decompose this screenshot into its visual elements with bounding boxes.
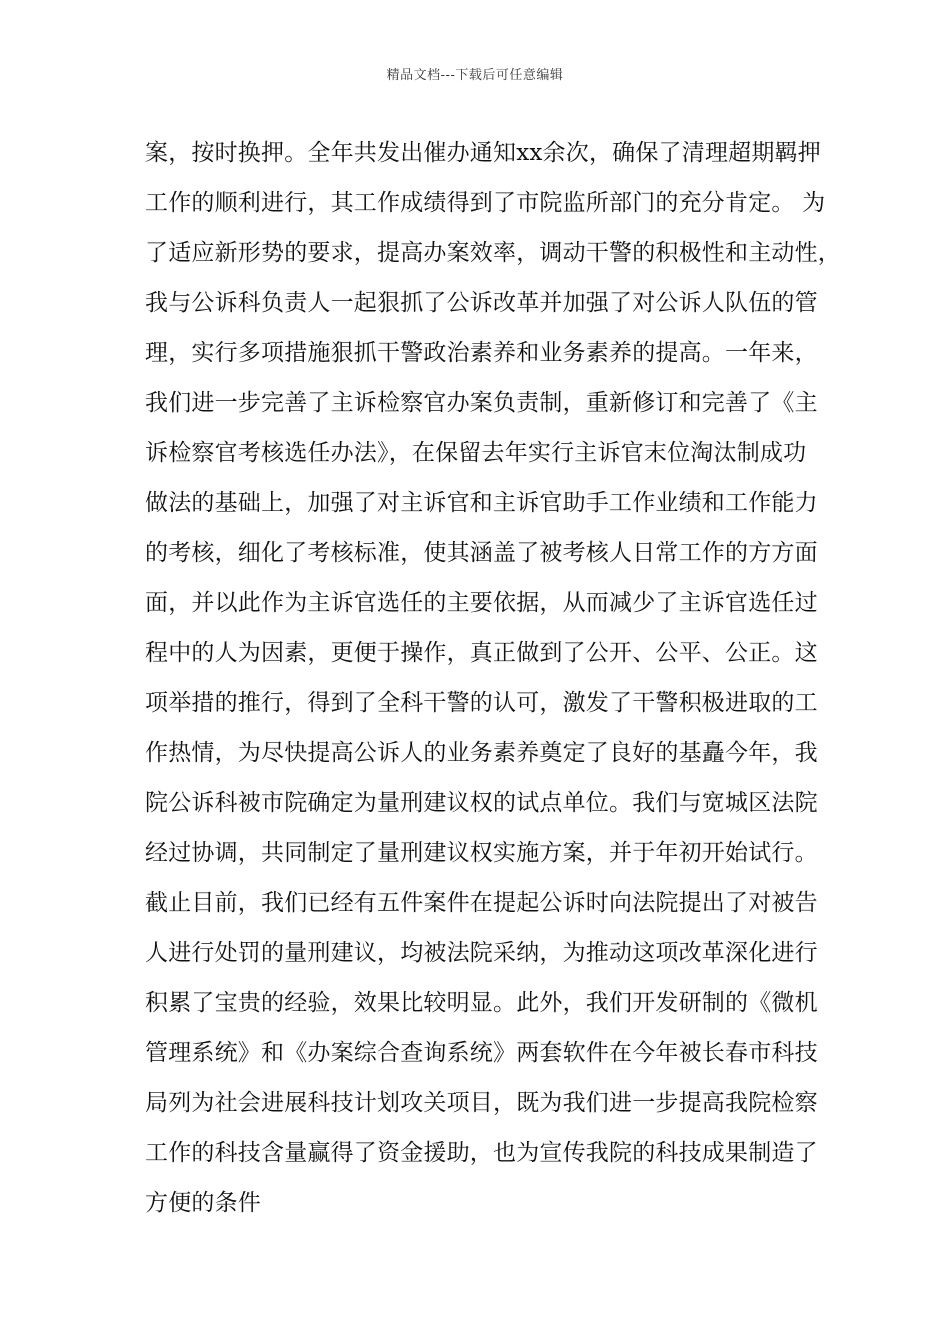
text-line: 面，并以此作为主诉官选任的主要依据，从而减少了主诉官选任过 xyxy=(145,590,818,616)
text-line: 经过协调，共同制定了量刑建议权实施方案，并于年初开始试行。 xyxy=(145,840,818,866)
text-line: 项举措的推行，得到了全科干警的认可，激发了干警积极进取的工 xyxy=(145,690,818,716)
text-line: 了适应新形势的要求，提高办案效率，调动干警的积极性和主动性， xyxy=(145,240,841,266)
text-line: 积累了宝贵的经验，效果比较明显。此外，我们开发研制的《微机 xyxy=(145,990,818,1016)
text-line: 我与公诉科负责人一起狠抓了公诉改革并加强了对公诉人队伍的管 xyxy=(145,290,818,316)
page-header: 精品文档---下载后可任意编辑 xyxy=(386,68,564,83)
text-line: 人进行处罚的量刑建议，均被法院采纳，为推动这项改革深化进行 xyxy=(145,940,818,966)
text-line: 作热情，为尽快提高公诉人的业务素养奠定了良好的基矗今年，我 xyxy=(145,740,818,766)
text-line: 的考核，细化了考核标准，使其涵盖了被考核人日常工作的方方面 xyxy=(145,540,818,566)
document-body xyxy=(145,128,841,1228)
text-line: 程中的人为因素，更便于操作，真正做到了公开、公平、公正。这 xyxy=(145,640,818,666)
text-line: 做法的基础上，加强了对主诉官和主诉官助手工作业绩和工作能力 xyxy=(145,490,818,516)
text-line: 管理系统》和《办案综合查询系统》两套软件在今年被长春市科技 xyxy=(145,1040,818,1066)
text-line: 诉检察官考核选任办法》，在保留去年实行主诉官末位淘汰制成功 xyxy=(145,440,807,466)
text-line: 方便的条件 xyxy=(145,1190,261,1216)
text-line: 我们进一步完善了主诉检察官办案负责制，重新修订和完善了《主 xyxy=(145,390,818,416)
text-line: 案，按时换押。全年共发出催办通知xx余次，确保了清理超期羁押 xyxy=(145,140,821,166)
text-line: 截止目前，我们已经有五件案件在提起公诉时向法院提出了对被告 xyxy=(145,890,818,916)
text-line: 理，实行多项措施狠抓干警政治素养和业务素养的提高。一年来， xyxy=(145,340,818,366)
text-line: 院公诉科被市院确定为量刑建议权的试点单位。我们与宽城区法院 xyxy=(145,790,818,816)
text-line: 工作的顺利进行，其工作成绩得到了市院监所部门的充分肯定。 为 xyxy=(145,190,826,216)
text-line: 工作的科技含量赢得了资金援助，也为宣传我院的科技成果制造了 xyxy=(145,1140,818,1166)
text-line: 局列为社会进展科技计划攻关项目，既为我们进一步提高我院检察 xyxy=(145,1090,818,1116)
